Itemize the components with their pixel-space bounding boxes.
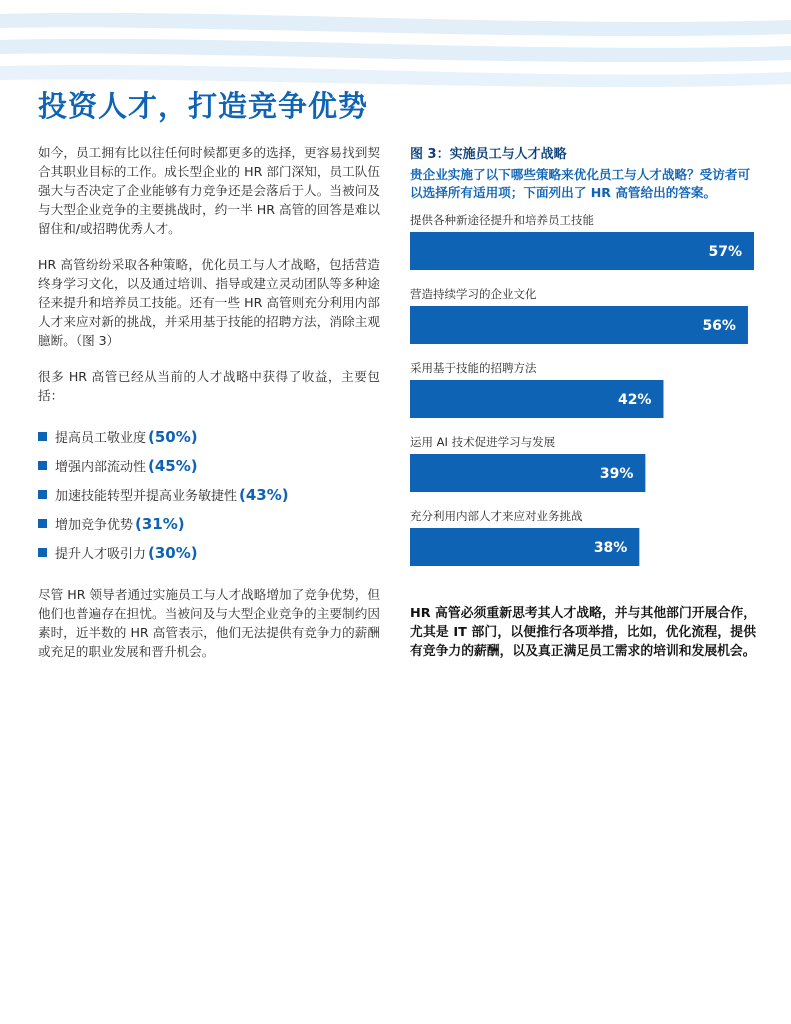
list-item	[38, 509, 380, 538]
bar-category-label: 充分利用内部人才来应对业务挑战	[410, 509, 583, 523]
bar-category-label: 采用基于技能的招聘方法	[410, 361, 537, 375]
intro-paragraph: 如今，员工拥有比以往任何时候都更多的选择，更容易找到契合其职业目标的工作。成长型企业的 HR 部门深知，员工队伍强大与否决定了企业能够有力竞争还是会落后于人。当被问及与大型企业竞争的主要挑战时，约一半 HR 高管的回答是难以留住和/或招聘优秀人才。	[38, 145, 380, 236]
benefit-text: 增强内部流动性	[55, 460, 147, 475]
benefit-percent: (30%)	[148, 543, 198, 562]
callout-text: HR 高管必须重新思考其人才战略，并与其他部门开展合作，尤其是 IT 部门，以便推行各项举措，比如，优化流程，提供有竞争力的薪酬，以及真正满足员工需求的培训和发展机会。	[410, 606, 756, 659]
strategy-bar-chart	[410, 214, 756, 582]
bullet-square-icon	[38, 519, 47, 528]
benefit-percent: (50%)	[148, 427, 198, 446]
concerns-paragraph: 尽管 HR 领导者通过实施员工与人才战略增加了竞争优势，但他们也普遍存在担忧。当被问及与大型企业竞争的主要制约因素时，近半数的 HR 高管表示，他们无法提供有竞争力的薪酬或充足的职业发展和晋升机会。	[38, 587, 380, 659]
bullet-square-icon	[38, 432, 47, 441]
bullet-square-icon	[38, 548, 47, 557]
bar-category-label: 提供各种新途径提升和培养员工技能	[410, 214, 594, 227]
benefit-percent: (43%)	[239, 485, 289, 504]
list-item	[38, 538, 380, 567]
list-item	[38, 422, 380, 451]
benefit-text: 提升人才吸引力	[55, 547, 147, 562]
figure-column	[410, 143, 756, 661]
figure-title: 图 3：实施员工与人才战略	[410, 147, 567, 162]
list-item	[38, 451, 380, 480]
strategy-paragraph: HR 高管纷纷采取各种策略，优化员工与人才战略，包括营造终身学习文化，以及通过培训、指导或建立灵动团队等多种途径来提升和培养员工技能。还有一些 HR 高管则充分利用内部人才来应对新的挑战，并采用基于技能的招聘方法，消除主观臆断。（图 3）	[38, 257, 380, 348]
bar-value-label: 42%	[617, 392, 652, 408]
benefit-percent: (45%)	[148, 456, 198, 475]
bullet-square-icon	[38, 490, 47, 499]
benefits-intro-paragraph: 很多 HR 高管已经从当前的人才战略中获得了收益，主要包括：	[38, 369, 380, 403]
bar-value-label: 56%	[702, 318, 736, 334]
bar-value-label: 57%	[708, 244, 742, 260]
page-headline: 投资人才，打造竞争优势	[38, 89, 369, 123]
bar-value-label: 38%	[593, 540, 628, 556]
list-item	[38, 480, 380, 509]
bullet-square-icon	[38, 461, 47, 470]
bar	[410, 232, 754, 270]
bar-value-label: 39%	[599, 466, 634, 482]
figure-subtitle: 贵企业实施了以下哪些策略来优化员工与人才战略？受访者可以选择所有适用项；下面列出了 HR 高管给出的答案。	[410, 167, 751, 200]
bar	[410, 306, 748, 344]
body-text-column	[38, 143, 380, 678]
benefits-list	[38, 422, 380, 567]
benefit-text: 提高员工敬业度	[55, 431, 147, 446]
benefit-percent: (31%)	[135, 514, 185, 533]
benefit-text: 增加竞争优势	[55, 518, 134, 533]
bar-category-label: 营造持续学习的企业文化	[410, 287, 537, 301]
bar-category-label: 运用 AI 技术促进学习与发展	[410, 435, 556, 449]
benefit-text: 加速技能转型并提高业务敏捷性	[55, 489, 238, 504]
